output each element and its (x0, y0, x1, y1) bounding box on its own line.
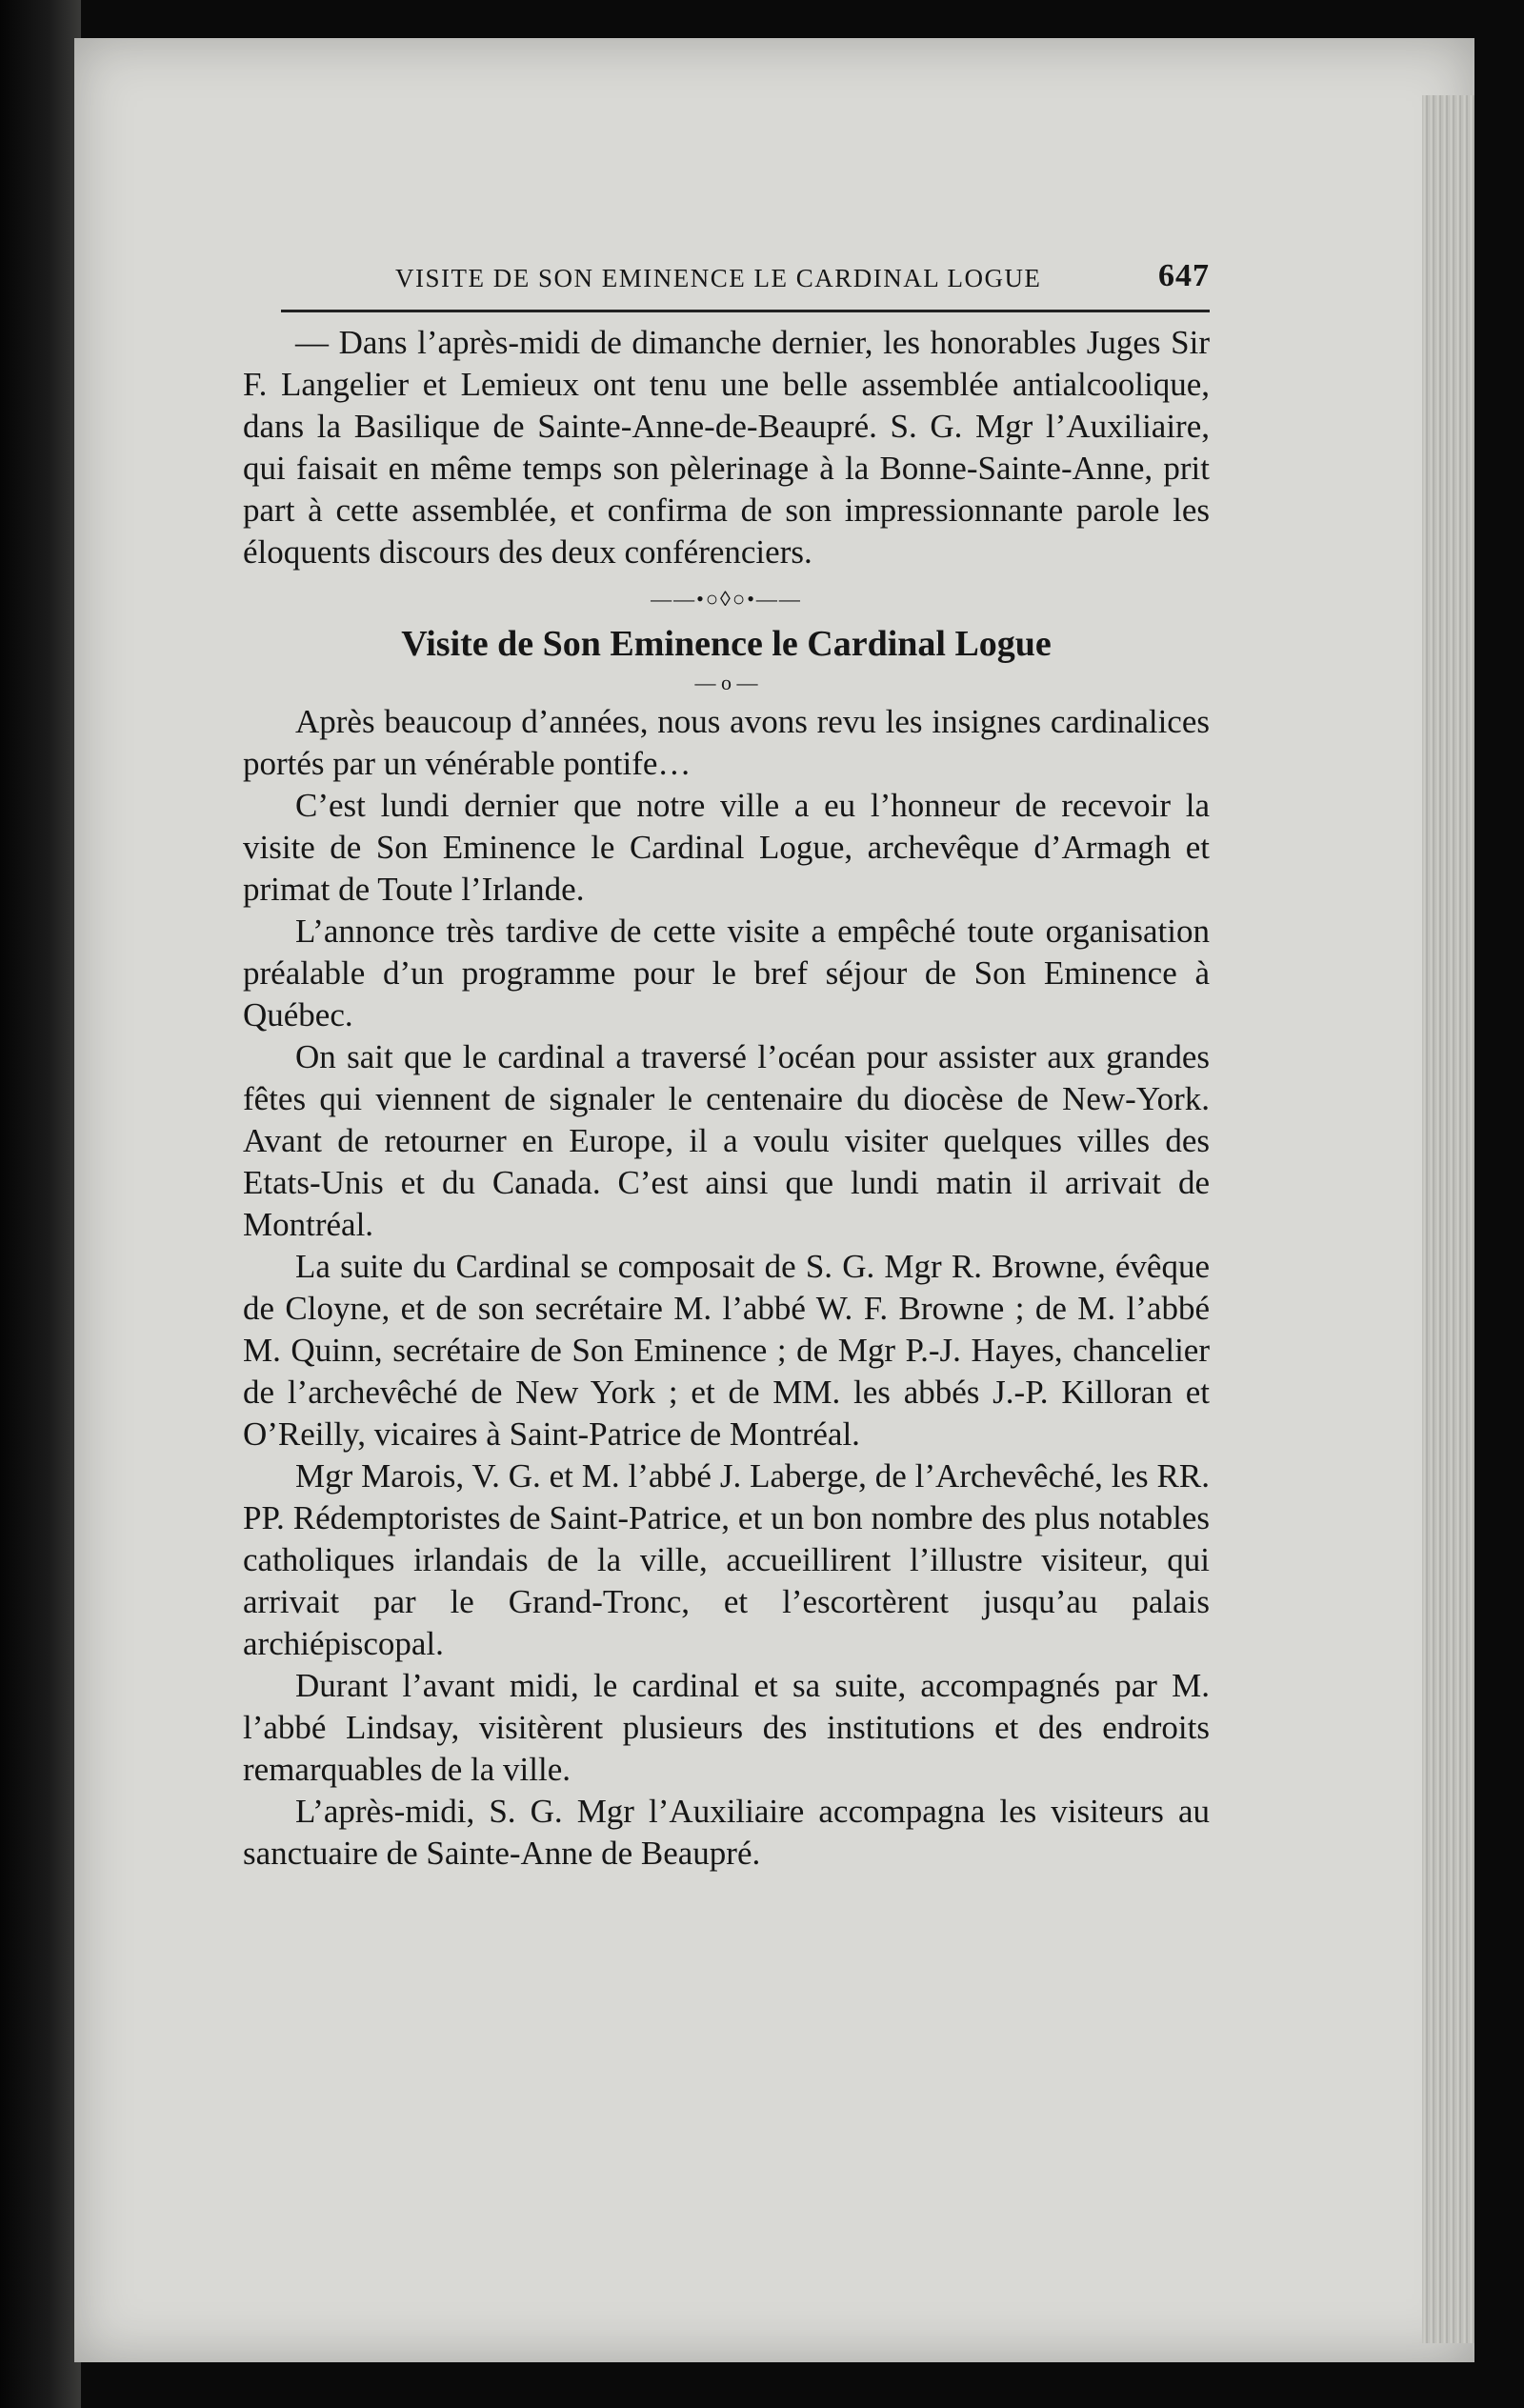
paragraph: Mgr Marois, V. G. et M. l’abbé J. Laberge, de l’Archevêché, les RR. PP. Rédemptoristes de Saint-Patrice, et un bon nombre des plus notables catholiques irlandais de la ville, accueillirent l’illustre visiteur, qui arrivait par le Grand-Tronc, et l’escortèrent jusqu’au palais archiépiscopal. (243, 1457, 1210, 1662)
paragraph: L’après-midi, S. G. Mgr l’Auxiliaire accompagna les visiteurs au sanctuaire de Sainte-Anne de Beaupré. (243, 1793, 1210, 1872)
paragraph: Après beaucoup d’années, nous avons revu les insignes cardinalices portés par un vénérable pontife… (243, 703, 1210, 782)
paragraph: L’annonce très tardive de cette visite a empêché toute organisation préalable d’un programme pour le bref séjour de Son Eminence à Québec. (243, 913, 1210, 1033)
intro-paragraph: — Dans l’après-midi de dimanche dernier, les honorables Juges Sir F. Langelier et Lemieux ont tenu une belle assemblée antialcoolique, dans la Basilique de Sainte-Anne-de-Beaupré. S. G. Mgr l’Auxiliaire, qui faisait en même temps son pèlerinage à la Bonne-Sainte-Anne, prit part à cette assemblée, et confirma de son impressionnante parole les éloquents discours des deux conférenciers. (243, 324, 1210, 571)
header-rule (281, 310, 1210, 312)
section-sub-separator: — o — (694, 671, 758, 694)
paragraph: C’est lundi dernier que notre ville a eu l’honneur de recevoir la visite de Son Eminence le Cardinal Logue, archevêque d’Armagh et primat de Toute l’Irlande. (243, 787, 1210, 908)
separator-ornament: ——•○◊○•—— (651, 587, 802, 611)
section-title: Visite de Son Eminence le Cardinal Logue (401, 624, 1052, 664)
running-head (243, 243, 1210, 300)
page-edges (1422, 95, 1474, 2343)
page-number: 647 (1158, 258, 1210, 293)
paragraph: La suite du Cardinal se composait de S. G. Mgr R. Browne, évêque de Cloyne, et de son secrétaire M. l’abbé W. F. Browne ; de M. l’abbé M. Quinn, secrétaire de Son Eminence ; de Mgr P.-J. Hayes, chancelier de l’archevêché de New York ; et de MM. les abbés J.-P. Killoran et O’Reilly, vicaires à Saint-Patrice de Montréal. (243, 1248, 1210, 1453)
text-block (243, 243, 1210, 1875)
book-binding-shadow (0, 0, 81, 2408)
running-title: VISITE DE SON EMINENCE LE CARDINAL LOGUE (395, 264, 1042, 292)
paragraph: Durant l’avant midi, le cardinal et sa suite, accompagnés par M. l’abbé Lindsay, visitèrent plusieurs des institutions et des endroits remarquables de la ville. (243, 1667, 1210, 1788)
paragraph: On sait que le cardinal a traversé l’océan pour assister aux grandes fêtes qui viennent de signaler le centenaire du diocèse de New-York. Avant de retourner en Europe, il a voulu visiter quelques villes des Etats-Unis et du Canada. C’est ainsi que lundi matin il arrivait de Montréal. (243, 1038, 1210, 1243)
